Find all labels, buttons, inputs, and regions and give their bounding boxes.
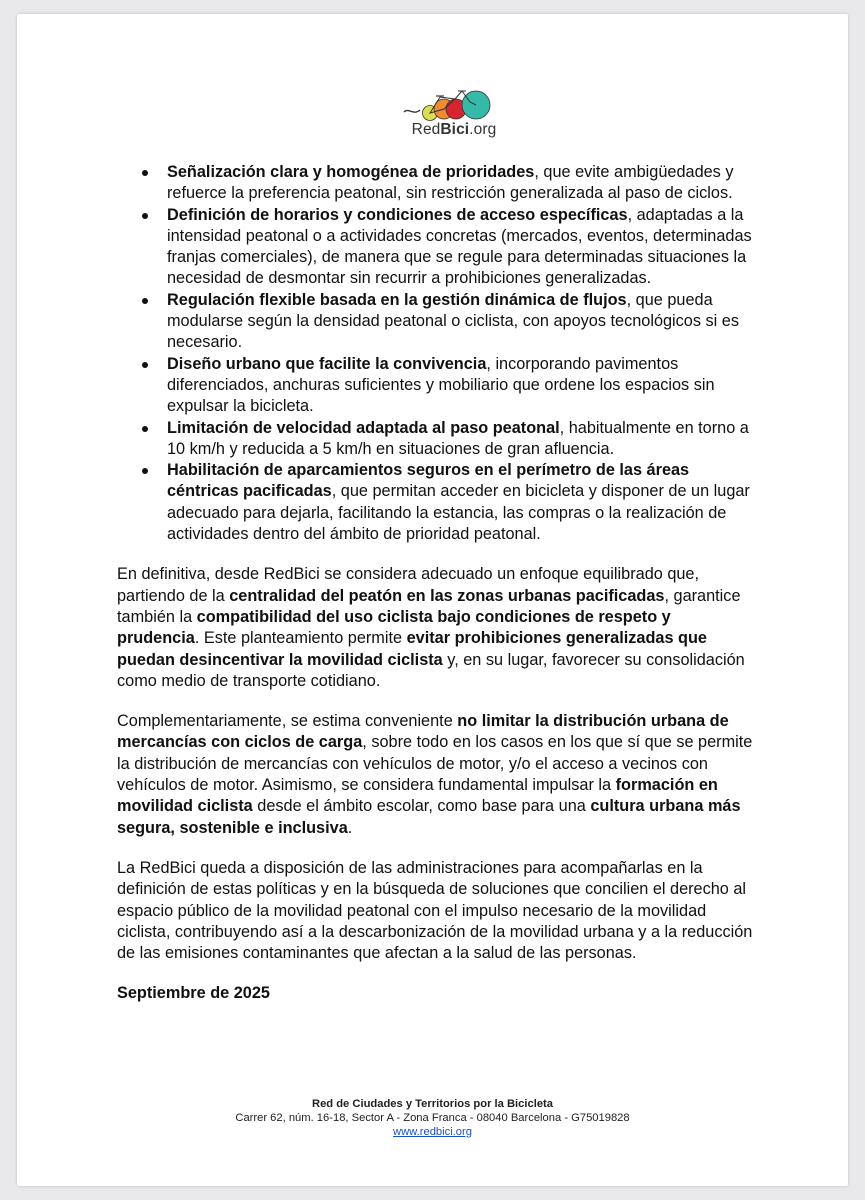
bullet-icon [142,362,148,368]
paragraph-closing: La RedBici queda a disposición de las administraciones para acompañarlas en la definición de estas políticas y en la búsqueda de soluciones que concilien el derecho al espacio público de la movilidad peatonal con el impulso necesario de la movilidad ciclista, contribuyendo así a la descarbonización de la movilidad urbana y a la reducción de las emisiones contaminantes que afectan a la salud de las personas. [117,858,753,963]
footer-address: Carrer 62, núm. 16-18, Sector A - Zona Franca - 08040 Barcelona - G75019828 [235,1112,630,1124]
bullet-list [117,162,757,545]
bullet-icon [142,213,148,219]
bullet-icon [142,170,148,176]
bullet-icon [142,298,148,304]
page-footer [17,1097,848,1139]
document-date: Septiembre de 2025 [117,984,270,1003]
bullet-icon [142,468,148,474]
paragraph-conclusion: En definitiva, desde RedBici se considera adecuado un enfoque equilibrado que, partiendo de la centralidad del peatón en las zonas urbanas pacificadas, garantice también la compatibilidad del uso ciclista bajo condiciones de respeto y prudencia. Este planteamiento permite evitar prohibiciones generalizadas que puedan desincentivar la movilidad ciclista y, en su lugar, favorecer su consolidación como medio de transporte cotidiano. [117,565,745,690]
bicycle-wheels-icon [400,88,510,122]
list-item: Diseño urbano que facilite la convivencia, incorporando pavimentos diferenciados, anchuras suficientes y mobiliario que ordene los espacios sin expulsar la bicicleta. [167,354,757,418]
footer-website-link[interactable]: www.redbici.org [393,1126,472,1138]
redbici-logo [400,88,510,144]
list-item: Regulación flexible basada en la gestión dinámica de flujos, que pueda modularse según la densidad peatonal o ciclista, con apoyos tecnológicos si es necesario. [167,290,757,354]
list-item: Definición de horarios y condiciones de acceso específicas, adaptadas a la intensidad peatonal o a actividades concretas (mercados, eventos, determinadas franjas comerciales), de manera que se regule para determinadas situaciones la necesidad de desmontar sin recurrir a prohibiciones generalizadas. [167,205,757,290]
list-item: Limitación de velocidad adaptada al paso peatonal, habitualmente en torno a 10 km/h y reducida a 5 km/h en situaciones de gran afluencia. [167,418,757,461]
document-body [117,162,757,1005]
document-page [17,14,848,1186]
footer-organization: Red de Ciudades y Territorios por la Bicicleta [311,1098,553,1110]
logo-wordmark: RedBici.org [411,121,497,138]
paragraph-complementary: Complementariamente, se estima conveniente no limitar la distribución urbana de mercancías con ciclos de carga, sobre todo en los casos en los que sí que se permite la distribución de mercancías con vehículos de motor, y/o el acceso a vecinos con vehículos de motor. Asimismo, se considera fundamental impulsar la formación en movilidad ciclista desde el ámbito escolar, como base para una cultura urbana más segura, sostenible e inclusiva. [117,712,753,837]
list-item: Habilitación de aparcamientos seguros en el perímetro de las áreas céntricas pacificadas, que permitan acceder en bicicleta y disponer de un lugar adecuado para dejarla, facilitando la estancia, las compras o la realización de actividades dentro del ámbito de prioridad peatonal. [167,460,757,545]
bullet-icon [142,426,148,432]
list-item: Señalización clara y homogénea de prioridades, que evite ambigüedades y refuerce la preferencia peatonal, sin restricción generalizada al paso de ciclos. [167,162,757,205]
